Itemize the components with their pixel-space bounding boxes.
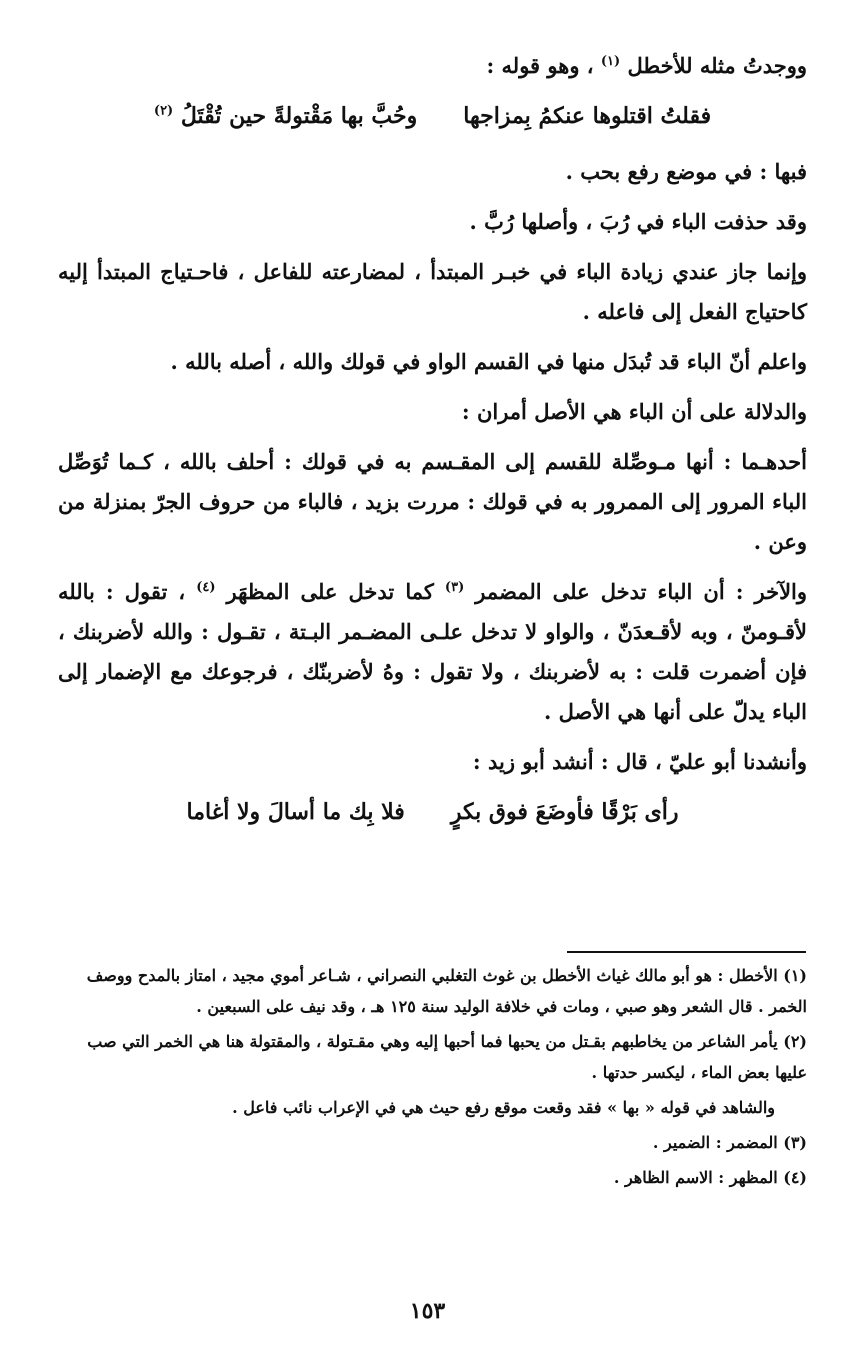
paragraph-8 (58, 572, 807, 732)
paragraph-3: وقد حذفت الباء في رُبَ ، وأصلها رُبَّ . (469, 209, 807, 234)
verse-2-left-hemistich: فلا بِك ما أسالَ ولا أغاما (186, 799, 405, 825)
footnote-ref-1: (١) (600, 54, 621, 69)
verse-2-right-hemistich: رأى بَرْقًا فأوضَعَ فوق بكرٍ (450, 799, 679, 825)
verse-2 (58, 792, 807, 832)
paragraph-9: وأنشدنا أبو عليّ ، قال : أنشد أبو زيد : (472, 749, 807, 774)
paragraph-7: أحدهـما : أنها مـوصِّلة للقسم إلى المقـسم به في قولك : أحلف بالله ، كـما تُوَصِّل الباء المرور إلى الممرور به في قولك : مررت بزيد ، فالباء من حروف الجرّ بمنزلة من وعن . (58, 449, 807, 554)
footnote-1: (١) الأخطل : هو أبو مالك غياث الأخطل بن غوث التغلبي النصراني ، شـاعر أموي مجيد ، امتاز بالمدح ووصف الخمر . قال الشعر وهو صبي ، ومات في خلافة الوليد سنة ١٢٥ هـ ، وقد نيف على السبعين . (86, 966, 807, 1016)
paragraph-5: واعلم أنّ الباء قد تُبدَل منها في القسم الواو في قولك والله ، أصله بالله . (170, 349, 807, 374)
footnote-4: (٤) المظهر : الاسم الظاهر . (613, 1168, 807, 1187)
paragraph-4: وإنما جاز عندي زيادة الباء في خبـر المبتدأ ، لمضارعته للفاعل ، فاحـتياج المبتدأ إليه كاحتياج الفعل إلى فاعله . (58, 259, 807, 324)
paragraph-6: والدلالة على أن الباء هي الأصل أمران : (461, 399, 807, 424)
page-number: ١٥٣ (409, 1298, 446, 1324)
footnotes (58, 960, 807, 1197)
verse-1-left-hemistich: وحُبَّ بها مَقْتولةً حين تُقْتَلُ (180, 103, 418, 129)
verse-1-right-hemistich: فقلتُ اقتلوها عنكمُ بِمزاجها (463, 103, 712, 129)
paragraph-8-part-a: والآخر : أن الباء تدخل على المضمر (475, 579, 808, 604)
footnote-ref-3: (٣) (444, 580, 465, 595)
footnote-2-continuation: والشاهد في قوله « بها » فقد وقعت موقع رفع حيث هي في الإعراب نائب فاعل . (232, 1098, 775, 1117)
main-text (58, 46, 807, 848)
footnote-2: (٢) يأمر الشاعر من يخاطبهم بقـتل من يحبها فما أحبها إليه وهي مقـتولة ، والمقتولة هنا هي الخمر التي صب عليها بعض الماء ، ليكسر حدتها . (87, 1032, 807, 1082)
paragraph-8-part-b: كما تدخل على المظهَر (226, 579, 434, 604)
footnote-ref-2: (٢) (153, 103, 174, 119)
paragraph-8-part-c: ، تقول : بالله لأقـومنّ ، وبه لأقـعدَنّ ، والواو لا تدخل علـى المضـمر البـتة ، تقـول : والله لأضربنك ، فإن أضمرت قلت : به لأضربنك ، ولا تقول : وهُ لأضربنّك ، فرجوعك مع الإضمار إلى الباء يدلّ على أنها هي الأصل . (58, 579, 807, 724)
paragraph-1 (58, 46, 807, 86)
verse-1 (58, 96, 807, 136)
footnote-ref-4: (٤) (196, 580, 216, 595)
footnote-3: (٣) المضمر : الضمير . (652, 1133, 807, 1152)
paragraph-1-text: ووجدتُ مثله للأخطل (627, 53, 807, 78)
paragraph-1-tail: ، وهو قوله : (486, 53, 594, 78)
footnote-separator (567, 951, 806, 953)
verse-1-left-hemistich-wrap (154, 96, 417, 136)
paragraph-2: فبها : في موضع رفع بحب . (565, 159, 807, 184)
